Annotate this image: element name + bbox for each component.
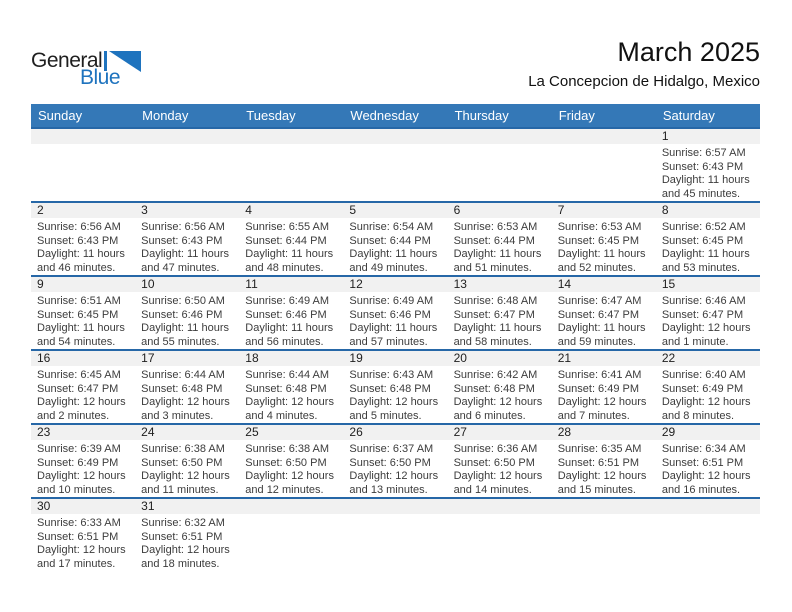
day-detail-line: and 59 minutes. bbox=[557, 335, 636, 348]
day-detail-line: Sunrise: 6:55 AM bbox=[245, 221, 330, 233]
day-detail-line: and 3 minutes. bbox=[141, 409, 214, 422]
day-detail-line: Daylight: 11 hours bbox=[661, 174, 750, 186]
day-cell bbox=[448, 351, 552, 423]
day-number bbox=[343, 499, 447, 514]
day-cell bbox=[656, 277, 760, 349]
weekday-label-tuesday: Tuesday bbox=[246, 108, 296, 123]
weekday-label-friday: Friday bbox=[558, 108, 595, 123]
day-detail-line: Sunrise: 6:56 AM bbox=[141, 221, 225, 233]
day-detail-line: Sunset: 6:43 PM bbox=[141, 234, 223, 247]
day-detail-line: Sunrise: 6:43 AM bbox=[349, 369, 434, 381]
day-detail-line: Sunset: 6:43 PM bbox=[661, 160, 744, 173]
day-detail-line: Daylight: 12 hours bbox=[37, 396, 126, 408]
day-detail-line: and 46 minutes. bbox=[37, 261, 116, 274]
day-details bbox=[656, 218, 760, 275]
day-details bbox=[656, 440, 760, 497]
day-details bbox=[448, 292, 552, 349]
day-detail-line: and 8 minutes. bbox=[661, 409, 734, 422]
day-detail-line: Sunset: 6:50 PM bbox=[453, 456, 535, 469]
calendar-week-row bbox=[31, 497, 760, 571]
day-detail-line: Sunset: 6:47 PM bbox=[453, 308, 535, 321]
logo-text-general: General bbox=[31, 49, 103, 72]
day-number: 20 bbox=[448, 351, 552, 366]
day-detail-line: Sunset: 6:48 PM bbox=[349, 382, 431, 395]
day-number: 31 bbox=[135, 499, 239, 514]
day-number: 16 bbox=[31, 351, 135, 366]
day-detail-line: and 4 minutes. bbox=[245, 409, 318, 422]
day-details bbox=[552, 292, 656, 349]
day-detail-line: Sunrise: 6:42 AM bbox=[453, 369, 538, 381]
day-number: 21 bbox=[552, 351, 656, 366]
day-detail-line: Sunrise: 6:37 AM bbox=[349, 443, 434, 455]
day-detail-line: and 58 minutes. bbox=[453, 335, 532, 348]
day-detail-line: Sunrise: 6:53 AM bbox=[557, 221, 642, 233]
day-detail-line: Daylight: 11 hours bbox=[37, 248, 125, 260]
day-detail-line: Sunrise: 6:52 AM bbox=[661, 221, 746, 233]
day-details bbox=[448, 440, 552, 497]
day-number: 7 bbox=[552, 203, 656, 218]
day-detail-line: and 15 minutes. bbox=[557, 483, 636, 496]
calendar-week-row bbox=[31, 349, 760, 423]
day-cell bbox=[135, 203, 239, 275]
day-detail-line: Sunrise: 6:47 AM bbox=[557, 295, 642, 307]
day-cell bbox=[343, 425, 447, 497]
day-detail-line: Daylight: 12 hours bbox=[453, 470, 543, 482]
day-detail-line: Sunset: 6:44 PM bbox=[453, 234, 535, 247]
day-cell bbox=[135, 499, 239, 571]
day-detail-line: and 10 minutes. bbox=[37, 483, 116, 496]
day-details bbox=[656, 144, 760, 201]
day-details bbox=[448, 144, 552, 147]
day-number: 15 bbox=[656, 277, 760, 292]
day-detail-line: Sunset: 6:51 PM bbox=[141, 530, 223, 543]
day-detail-line: and 47 minutes. bbox=[141, 261, 220, 274]
day-number: 14 bbox=[552, 277, 656, 292]
day-detail-line: Daylight: 12 hours bbox=[661, 470, 751, 482]
day-cell bbox=[31, 203, 135, 275]
day-cell bbox=[31, 425, 135, 497]
day-detail-line: Daylight: 11 hours bbox=[557, 322, 646, 334]
day-details bbox=[135, 292, 239, 349]
day-detail-line: Daylight: 11 hours bbox=[245, 248, 334, 260]
day-number: 18 bbox=[239, 351, 343, 366]
day-detail-line: Sunset: 6:51 PM bbox=[557, 456, 640, 469]
day-detail-line: and 12 minutes. bbox=[245, 483, 324, 496]
day-detail-line: Sunrise: 6:57 AM bbox=[661, 147, 746, 159]
day-detail-line: Sunrise: 6:41 AM bbox=[557, 369, 642, 381]
day-details bbox=[656, 514, 760, 517]
day-detail-line: and 49 minutes. bbox=[349, 261, 428, 274]
day-detail-line: Sunset: 6:48 PM bbox=[245, 382, 327, 395]
empty-day-cell bbox=[448, 129, 552, 201]
day-detail-line: Sunrise: 6:44 AM bbox=[245, 369, 330, 381]
day-details bbox=[552, 144, 656, 147]
day-number: 25 bbox=[239, 425, 343, 440]
calendar-week-row bbox=[31, 127, 760, 201]
calendar-week-row bbox=[31, 275, 760, 349]
day-detail-line: Sunset: 6:47 PM bbox=[37, 382, 119, 395]
day-details bbox=[239, 218, 343, 275]
day-number: 23 bbox=[31, 425, 135, 440]
day-detail-line: and 56 minutes. bbox=[245, 335, 324, 348]
day-details bbox=[239, 292, 343, 349]
day-number: 11 bbox=[239, 277, 343, 292]
weekday-label-wednesday: Wednesday bbox=[350, 108, 419, 123]
logo-text-blue: Blue bbox=[80, 66, 121, 89]
page-subtitle-location: La Concepcion de Hidalgo, Mexico bbox=[528, 73, 760, 90]
day-cell bbox=[343, 277, 447, 349]
day-number: 28 bbox=[552, 425, 656, 440]
day-detail-line: and 57 minutes. bbox=[349, 335, 428, 348]
day-number: 22 bbox=[656, 351, 760, 366]
day-cell bbox=[135, 351, 239, 423]
day-detail-line: Sunrise: 6:34 AM bbox=[661, 443, 746, 455]
day-number: 13 bbox=[448, 277, 552, 292]
day-cell bbox=[448, 203, 552, 275]
day-details bbox=[343, 144, 447, 147]
day-detail-line: Sunrise: 6:51 AM bbox=[37, 295, 121, 307]
day-details bbox=[552, 440, 656, 497]
day-detail-line: Sunrise: 6:48 AM bbox=[453, 295, 538, 307]
day-detail-line: Daylight: 12 hours bbox=[453, 396, 543, 408]
day-detail-line: Daylight: 12 hours bbox=[349, 470, 439, 482]
day-number bbox=[239, 129, 343, 144]
day-number bbox=[239, 499, 343, 514]
day-detail-line: and 2 minutes. bbox=[37, 409, 110, 422]
day-detail-line: Sunrise: 6:38 AM bbox=[141, 443, 225, 455]
day-number: 27 bbox=[448, 425, 552, 440]
day-detail-line: Daylight: 12 hours bbox=[245, 396, 334, 408]
day-number bbox=[448, 129, 552, 144]
empty-day-cell bbox=[448, 499, 552, 571]
day-number bbox=[31, 129, 135, 144]
day-detail-line: Daylight: 11 hours bbox=[141, 322, 229, 334]
day-number bbox=[343, 129, 447, 144]
day-details bbox=[343, 366, 447, 423]
day-details bbox=[31, 366, 135, 423]
empty-day-cell bbox=[343, 499, 447, 571]
day-detail-line: Sunrise: 6:36 AM bbox=[453, 443, 538, 455]
page-title-month: March 2025 bbox=[617, 37, 760, 67]
day-detail-line: Daylight: 12 hours bbox=[349, 396, 439, 408]
day-cell bbox=[343, 203, 447, 275]
weekday-label-sunday: Sunday bbox=[38, 108, 83, 123]
day-details bbox=[239, 366, 343, 423]
day-detail-line: and 11 minutes. bbox=[141, 483, 219, 496]
day-detail-line: and 16 minutes. bbox=[661, 483, 741, 496]
day-cell bbox=[448, 425, 552, 497]
day-detail-line: and 48 minutes. bbox=[245, 261, 324, 274]
day-detail-line: Sunset: 6:49 PM bbox=[661, 382, 744, 395]
day-cell bbox=[656, 129, 760, 201]
day-detail-line: and 17 minutes. bbox=[37, 557, 116, 570]
day-detail-line: Sunset: 6:48 PM bbox=[141, 382, 223, 395]
day-detail-line: Sunrise: 6:46 AM bbox=[661, 295, 746, 307]
day-detail-line: Sunset: 6:46 PM bbox=[245, 308, 327, 321]
day-number: 2 bbox=[31, 203, 135, 218]
day-detail-line: and 6 minutes. bbox=[453, 409, 526, 422]
day-cell bbox=[656, 203, 760, 275]
day-detail-line: Sunset: 6:45 PM bbox=[557, 234, 640, 247]
day-number: 26 bbox=[343, 425, 447, 440]
day-number bbox=[135, 129, 239, 144]
day-detail-line: Daylight: 12 hours bbox=[557, 396, 647, 408]
day-number: 12 bbox=[343, 277, 447, 292]
day-details bbox=[656, 292, 760, 349]
day-cell bbox=[135, 425, 239, 497]
day-detail-line: Sunset: 6:45 PM bbox=[37, 308, 119, 321]
empty-day-cell bbox=[552, 129, 656, 201]
day-detail-line: and 5 minutes. bbox=[349, 409, 422, 422]
day-detail-line: Sunrise: 6:32 AM bbox=[141, 517, 225, 529]
day-cell bbox=[552, 351, 656, 423]
day-detail-line: Daylight: 12 hours bbox=[245, 470, 334, 482]
day-details bbox=[31, 144, 135, 147]
day-detail-line: and 14 minutes. bbox=[453, 483, 532, 496]
day-details bbox=[239, 440, 343, 497]
day-detail-line: Daylight: 12 hours bbox=[141, 544, 230, 556]
weekday-label-thursday: Thursday bbox=[454, 108, 509, 123]
day-number: 9 bbox=[31, 277, 135, 292]
day-details bbox=[239, 144, 343, 147]
empty-day-cell bbox=[239, 499, 343, 571]
day-detail-line: Sunset: 6:51 PM bbox=[37, 530, 119, 543]
day-cell bbox=[31, 499, 135, 571]
day-detail-line: Sunset: 6:46 PM bbox=[349, 308, 431, 321]
day-number: 8 bbox=[656, 203, 760, 218]
day-detail-line: Daylight: 11 hours bbox=[245, 322, 334, 334]
day-cell bbox=[239, 277, 343, 349]
header-titles bbox=[528, 38, 760, 90]
day-detail-line: Sunset: 6:50 PM bbox=[245, 456, 327, 469]
day-detail-line: Sunset: 6:45 PM bbox=[661, 234, 744, 247]
day-detail-line: Daylight: 11 hours bbox=[661, 248, 750, 260]
empty-day-cell bbox=[239, 129, 343, 201]
generalblue-logo bbox=[31, 50, 141, 87]
calendar-table bbox=[31, 104, 760, 571]
day-detail-line: and 45 minutes. bbox=[661, 187, 741, 200]
day-cell bbox=[448, 277, 552, 349]
day-detail-line: Sunrise: 6:44 AM bbox=[141, 369, 225, 381]
day-detail-line: Sunrise: 6:53 AM bbox=[453, 221, 538, 233]
day-detail-line: Sunrise: 6:33 AM bbox=[37, 517, 121, 529]
day-detail-line: and 55 minutes. bbox=[141, 335, 220, 348]
weekday-label-monday: Monday bbox=[142, 108, 189, 123]
day-detail-line: Sunset: 6:49 PM bbox=[37, 456, 119, 469]
calendar-week-row bbox=[31, 423, 760, 497]
day-cell bbox=[552, 277, 656, 349]
day-detail-line: Sunset: 6:46 PM bbox=[141, 308, 223, 321]
weekday-header-bar bbox=[31, 104, 760, 127]
day-cell bbox=[343, 351, 447, 423]
day-details bbox=[135, 366, 239, 423]
day-detail-line: Daylight: 11 hours bbox=[349, 322, 438, 334]
day-detail-line: Sunrise: 6:35 AM bbox=[557, 443, 642, 455]
day-details bbox=[31, 440, 135, 497]
day-detail-line: Daylight: 12 hours bbox=[141, 470, 230, 482]
day-number bbox=[552, 129, 656, 144]
day-number: 5 bbox=[343, 203, 447, 218]
day-detail-line: Sunrise: 6:49 AM bbox=[349, 295, 434, 307]
day-detail-line: Sunrise: 6:50 AM bbox=[141, 295, 225, 307]
day-number: 30 bbox=[31, 499, 135, 514]
day-cell bbox=[31, 351, 135, 423]
day-details bbox=[552, 514, 656, 517]
day-detail-line: Sunrise: 6:45 AM bbox=[37, 369, 121, 381]
day-detail-line: Sunset: 6:50 PM bbox=[141, 456, 223, 469]
day-number: 6 bbox=[448, 203, 552, 218]
day-details bbox=[343, 514, 447, 517]
calendar-week-row bbox=[31, 201, 760, 275]
day-number bbox=[552, 499, 656, 514]
day-detail-line: Sunset: 6:43 PM bbox=[37, 234, 119, 247]
day-detail-line: Sunrise: 6:49 AM bbox=[245, 295, 330, 307]
day-detail-line: Daylight: 12 hours bbox=[37, 544, 126, 556]
empty-day-cell bbox=[552, 499, 656, 571]
day-detail-line: Sunset: 6:49 PM bbox=[557, 382, 640, 395]
day-cell bbox=[656, 351, 760, 423]
day-cell bbox=[656, 425, 760, 497]
day-cell bbox=[239, 203, 343, 275]
day-details bbox=[31, 514, 135, 571]
day-number: 1 bbox=[656, 129, 760, 144]
day-number bbox=[656, 499, 760, 514]
day-details bbox=[135, 440, 239, 497]
day-number: 17 bbox=[135, 351, 239, 366]
day-detail-line: Daylight: 12 hours bbox=[37, 470, 126, 482]
day-detail-line: Daylight: 11 hours bbox=[453, 248, 542, 260]
empty-day-cell bbox=[343, 129, 447, 201]
day-cell bbox=[552, 203, 656, 275]
weekday-label-saturday: Saturday bbox=[662, 108, 715, 123]
day-detail-line: Daylight: 11 hours bbox=[349, 248, 438, 260]
empty-day-cell bbox=[656, 499, 760, 571]
day-detail-line: and 53 minutes. bbox=[661, 261, 741, 274]
day-details bbox=[343, 292, 447, 349]
day-details bbox=[135, 218, 239, 275]
day-details bbox=[135, 514, 239, 571]
day-cell bbox=[239, 425, 343, 497]
day-detail-line: Daylight: 12 hours bbox=[557, 470, 647, 482]
day-detail-line: and 13 minutes. bbox=[349, 483, 428, 496]
day-detail-line: Daylight: 12 hours bbox=[661, 322, 751, 334]
day-detail-line: Daylight: 11 hours bbox=[557, 248, 646, 260]
day-detail-line: and 7 minutes. bbox=[557, 409, 630, 422]
day-number: 24 bbox=[135, 425, 239, 440]
day-cell bbox=[135, 277, 239, 349]
empty-day-cell bbox=[135, 129, 239, 201]
day-details bbox=[31, 292, 135, 349]
day-details bbox=[552, 366, 656, 423]
day-detail-line: Sunset: 6:47 PM bbox=[661, 308, 744, 321]
day-detail-line: and 51 minutes. bbox=[453, 261, 532, 274]
day-detail-line: Daylight: 12 hours bbox=[661, 396, 751, 408]
day-detail-line: Sunrise: 6:56 AM bbox=[37, 221, 121, 233]
day-detail-line: Daylight: 11 hours bbox=[37, 322, 125, 334]
day-detail-line: Sunset: 6:44 PM bbox=[245, 234, 327, 247]
day-details bbox=[448, 514, 552, 517]
day-cell bbox=[31, 277, 135, 349]
day-detail-line: Daylight: 11 hours bbox=[141, 248, 229, 260]
day-number bbox=[448, 499, 552, 514]
day-detail-line: Daylight: 12 hours bbox=[141, 396, 230, 408]
day-detail-line: and 54 minutes. bbox=[37, 335, 116, 348]
day-cell bbox=[239, 351, 343, 423]
day-detail-line: Sunset: 6:47 PM bbox=[557, 308, 640, 321]
day-detail-line: Sunrise: 6:40 AM bbox=[661, 369, 746, 381]
day-number: 10 bbox=[135, 277, 239, 292]
day-detail-line: Sunrise: 6:54 AM bbox=[349, 221, 434, 233]
day-details bbox=[656, 366, 760, 423]
day-details bbox=[343, 440, 447, 497]
day-cell bbox=[552, 425, 656, 497]
day-details bbox=[239, 514, 343, 517]
day-details bbox=[135, 144, 239, 147]
day-detail-line: and 1 minute. bbox=[661, 335, 729, 348]
day-detail-line: Sunset: 6:51 PM bbox=[661, 456, 744, 469]
day-detail-line: Sunset: 6:44 PM bbox=[349, 234, 431, 247]
day-details bbox=[31, 218, 135, 275]
day-detail-line: Daylight: 11 hours bbox=[453, 322, 542, 334]
day-number: 19 bbox=[343, 351, 447, 366]
day-details bbox=[448, 366, 552, 423]
empty-day-cell bbox=[31, 129, 135, 201]
day-detail-line: Sunrise: 6:39 AM bbox=[37, 443, 121, 455]
day-details bbox=[448, 218, 552, 275]
day-details bbox=[343, 218, 447, 275]
day-number: 4 bbox=[239, 203, 343, 218]
day-number: 3 bbox=[135, 203, 239, 218]
day-number: 29 bbox=[656, 425, 760, 440]
day-detail-line: Sunset: 6:48 PM bbox=[453, 382, 535, 395]
day-detail-line: Sunset: 6:50 PM bbox=[349, 456, 431, 469]
day-details bbox=[552, 218, 656, 275]
calendar-weeks bbox=[31, 127, 760, 571]
day-detail-line: and 52 minutes. bbox=[557, 261, 636, 274]
day-detail-line: and 18 minutes. bbox=[141, 557, 220, 570]
day-detail-line: Sunrise: 6:38 AM bbox=[245, 443, 330, 455]
